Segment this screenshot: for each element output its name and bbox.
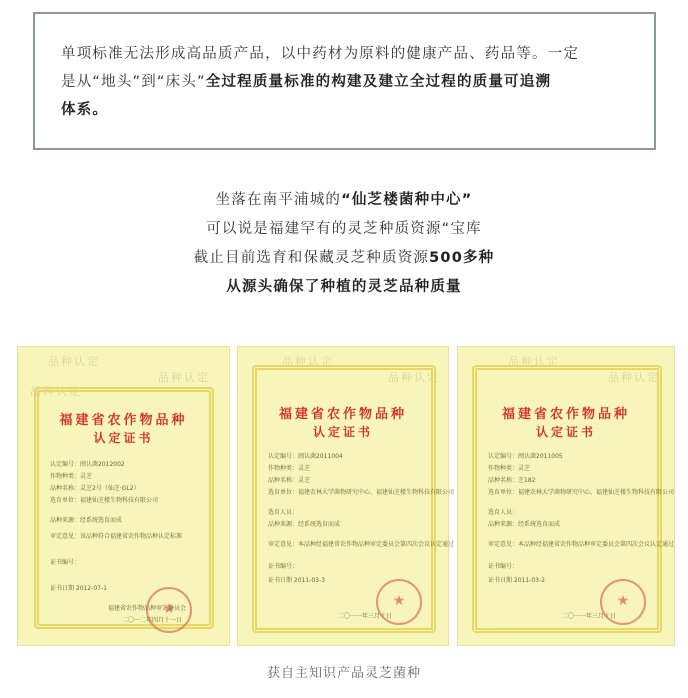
certificate-line: 证书编号： (488, 563, 519, 570)
certificate-line: 审定意见：本品种经福建省农作物品种审定委员会第四次会议认定通过 (268, 541, 455, 548)
certificate-line: 品种名称：灵芝2号（仙芝·GL2） (50, 485, 140, 492)
certificate-line: 选育人员： (488, 509, 519, 516)
certificate-gallery (17, 346, 675, 646)
intro-line-4-bold: 从源头确保了种植的灵芝品种质量 (226, 279, 462, 295)
certificate-line: 作物种类：灵芝 (488, 465, 531, 472)
gallery-caption: 获自主知识产品灵芝菌种 (266, 666, 421, 681)
intro-line-1-prefix: 坐落在南平浦城的 (215, 192, 342, 208)
certificate-line: 品种来源：经系统选育而成 (488, 521, 561, 528)
certificate-line: 认定编号：闽认菌2011004 (268, 453, 343, 460)
intro-line-3-bold: 500多种 (429, 250, 495, 266)
certificate-watermark: 品种认定 (48, 355, 100, 368)
certificate-subtitle: 认定证书 (93, 431, 154, 445)
intro-line-3 (0, 244, 688, 273)
certificate-watermark: 品种认定 (388, 371, 440, 384)
certificate-issuer: 福建省农作物品种审定委员会 (108, 605, 187, 612)
certificate-line: 作物种类：灵芝 (50, 473, 93, 480)
certificate-date: 证书日期 2012-07-1 (50, 585, 107, 592)
quote-paragraph (61, 40, 628, 124)
certificate-2 (237, 346, 455, 646)
certificate-title: 福建省农作物品种 (59, 413, 188, 428)
certificate-line: 品种名称：灵芝 (268, 477, 311, 484)
certificate-line: 作物种类：灵芝 (268, 465, 311, 472)
certificate-watermark: 品种认定 (158, 371, 210, 384)
certificate-line: 品种来源：经系统选育而成 (268, 521, 341, 528)
certificate-line: 选育单位：福建农林大学菌物研究中心、福建仙芝楼生物科技有限公司 (268, 489, 455, 496)
certificate-seal (376, 579, 422, 625)
quote-line-1: 单项标准无法形成高品质产品，以中药材为原料的健康产品、药品等。一定 (61, 46, 580, 62)
certificate-seal (146, 587, 192, 633)
certificate-3 (457, 346, 675, 646)
certificate-signer-date: 二〇一一年三月十日 (562, 613, 617, 620)
intro-line-4 (0, 273, 688, 302)
certificate-line: 品种来源：经系统选育而成 (50, 517, 123, 524)
certificate-line: 选育人员： (268, 509, 299, 516)
certificate-title: 福建省农作物品种 (278, 407, 407, 422)
quote-line-3-bold: 体系。 (61, 102, 109, 118)
certificate-line: 证书编号： (268, 563, 299, 570)
certificate-title: 福建省农作物品种 (501, 407, 630, 422)
certificate-date: 证书日期 2011-03-2 (488, 577, 545, 584)
certificate-watermark: 品种认定 (282, 355, 334, 368)
certificate-line: 认定编号：闽认菌2012002 (50, 461, 125, 468)
certificate-signer-date: 二〇一一年三月十日 (338, 613, 393, 620)
certificate-watermark: 品种认定 (608, 371, 660, 384)
quote-line-2-bold: 全过程质量标准的构建及建立全过程的质量可追溯 (205, 74, 552, 90)
certificate-date: 证书日期 2011-03-3 (268, 577, 325, 584)
certificate-1 (17, 346, 230, 646)
certificate-line: 选育单位：福建仙芝楼生物科技有限公司 (50, 497, 159, 504)
certificate-watermark: 品种认定 (508, 355, 560, 368)
quote-box (33, 12, 656, 150)
certificate-line: 证书编号： (50, 559, 81, 566)
certificate-line: 品种名称：芝182 (488, 477, 536, 484)
intro-line-1-bold: “仙芝楼菌种中心” (341, 192, 473, 208)
certificate-watermark: 品种认定 (30, 385, 82, 398)
certificate-line: 审定意见：该品种符合福建省农作物品种认定标准 (50, 533, 183, 540)
intro-line-2: 可以说是福建罕有的灵芝种质资源“宝库 (206, 221, 482, 237)
certificate-line: 选育单位：福建农林大学菌物研究中心、福建仙芝楼生物科技有限公司 (488, 489, 675, 496)
certificate-line: 认定编号：闽认菌2011005 (488, 453, 563, 460)
certificate-subtitle: 认定证书 (535, 425, 596, 439)
certificate-seal (600, 579, 646, 625)
intro-line-3-prefix: 截止目前选育和保藏灵芝种质资源 (193, 250, 430, 266)
quote-line-2-prefix: 是从“地头”到“床头” (61, 74, 206, 90)
intro-block (0, 186, 688, 302)
certificate-signer-date: 二〇一二年四月十一日 (122, 617, 183, 624)
certificate-subtitle: 认定证书 (312, 425, 373, 439)
certificate-line: 审定意见：本品种经福建省农作物品种审定委员会第四次会议认定通过 (488, 541, 675, 548)
intro-line-1 (0, 186, 688, 215)
